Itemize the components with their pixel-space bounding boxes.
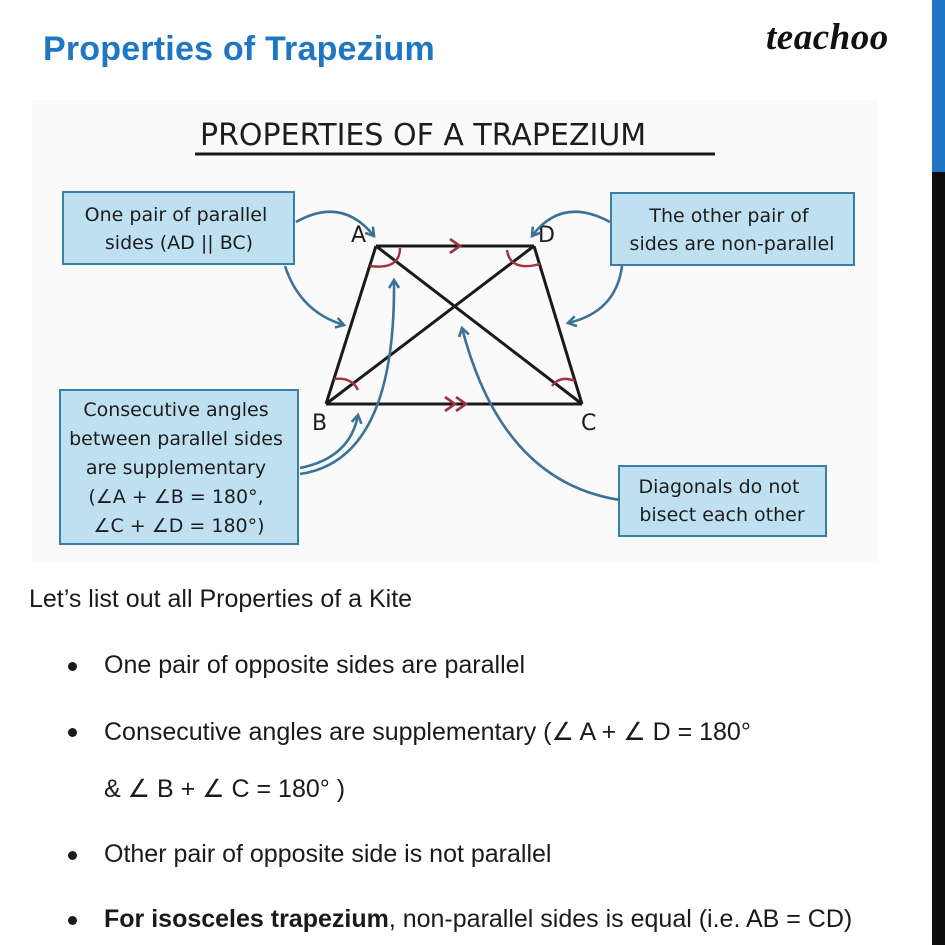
trapezium-diagram xyxy=(32,100,878,562)
bullet-item-consecutive-continuation: & ∠ B + ∠ C = 180° ) xyxy=(104,775,346,803)
arrow-to-DC xyxy=(568,266,622,323)
bullet-item-isosceles xyxy=(104,905,930,934)
bullet-dot xyxy=(68,916,77,925)
slide-edge-bar xyxy=(932,172,945,945)
vertex-label-A: A xyxy=(351,223,367,248)
bullet-item-parallel: One pair of opposite sides are parallel xyxy=(104,651,526,679)
callout-parallel-text: One pair of parallel sides (AD || BC) xyxy=(84,204,268,254)
diagonal-BD xyxy=(326,246,534,404)
figure-heading: PROPERTIES OF A TRAPEZIUM xyxy=(200,118,647,153)
bullet-dot xyxy=(68,851,77,860)
callout-consecutive-text: Consecutive angles between parallel sides are supplementary (∠A + ∠B = 180°, ∠C + ∠D = 180°) xyxy=(69,399,283,537)
trapezium-properties-figure xyxy=(32,100,878,562)
bullet-item-non-parallel: Other pair of opposite side is not parallel xyxy=(104,840,552,868)
bullet-bold-lead: For isosceles trapezium xyxy=(104,905,389,933)
intro-text: Let’s list out all Properties of a Kite xyxy=(29,585,413,613)
slide-edge-accent xyxy=(932,0,945,172)
vertex-label-B: B xyxy=(312,411,328,436)
brand-logo: teachoo xyxy=(766,17,889,58)
bullet-dot xyxy=(68,728,77,737)
callout-diagonals-text: Diagonals do not bisect each other xyxy=(638,476,805,526)
side-AB xyxy=(326,246,376,404)
bullet-item-consecutive: Consecutive angles are supplementary (∠ A + ∠ D = 180° xyxy=(104,718,751,746)
callout-non-parallel-text: The other pair of sides are non-parallel xyxy=(629,205,835,255)
vertex-label-D: D xyxy=(538,223,555,248)
bullet-item-isosceles-text: , non-parallel sides is equal (i.e. AB = CD) xyxy=(388,905,853,933)
arrow-to-AB xyxy=(285,266,344,325)
page-title: Properties of Trapezium xyxy=(43,30,435,68)
vertex-label-C: C xyxy=(581,411,597,436)
arrow-to-angle-B xyxy=(300,415,358,468)
trapezium-shape xyxy=(326,246,582,404)
bullet-dot xyxy=(68,662,77,671)
